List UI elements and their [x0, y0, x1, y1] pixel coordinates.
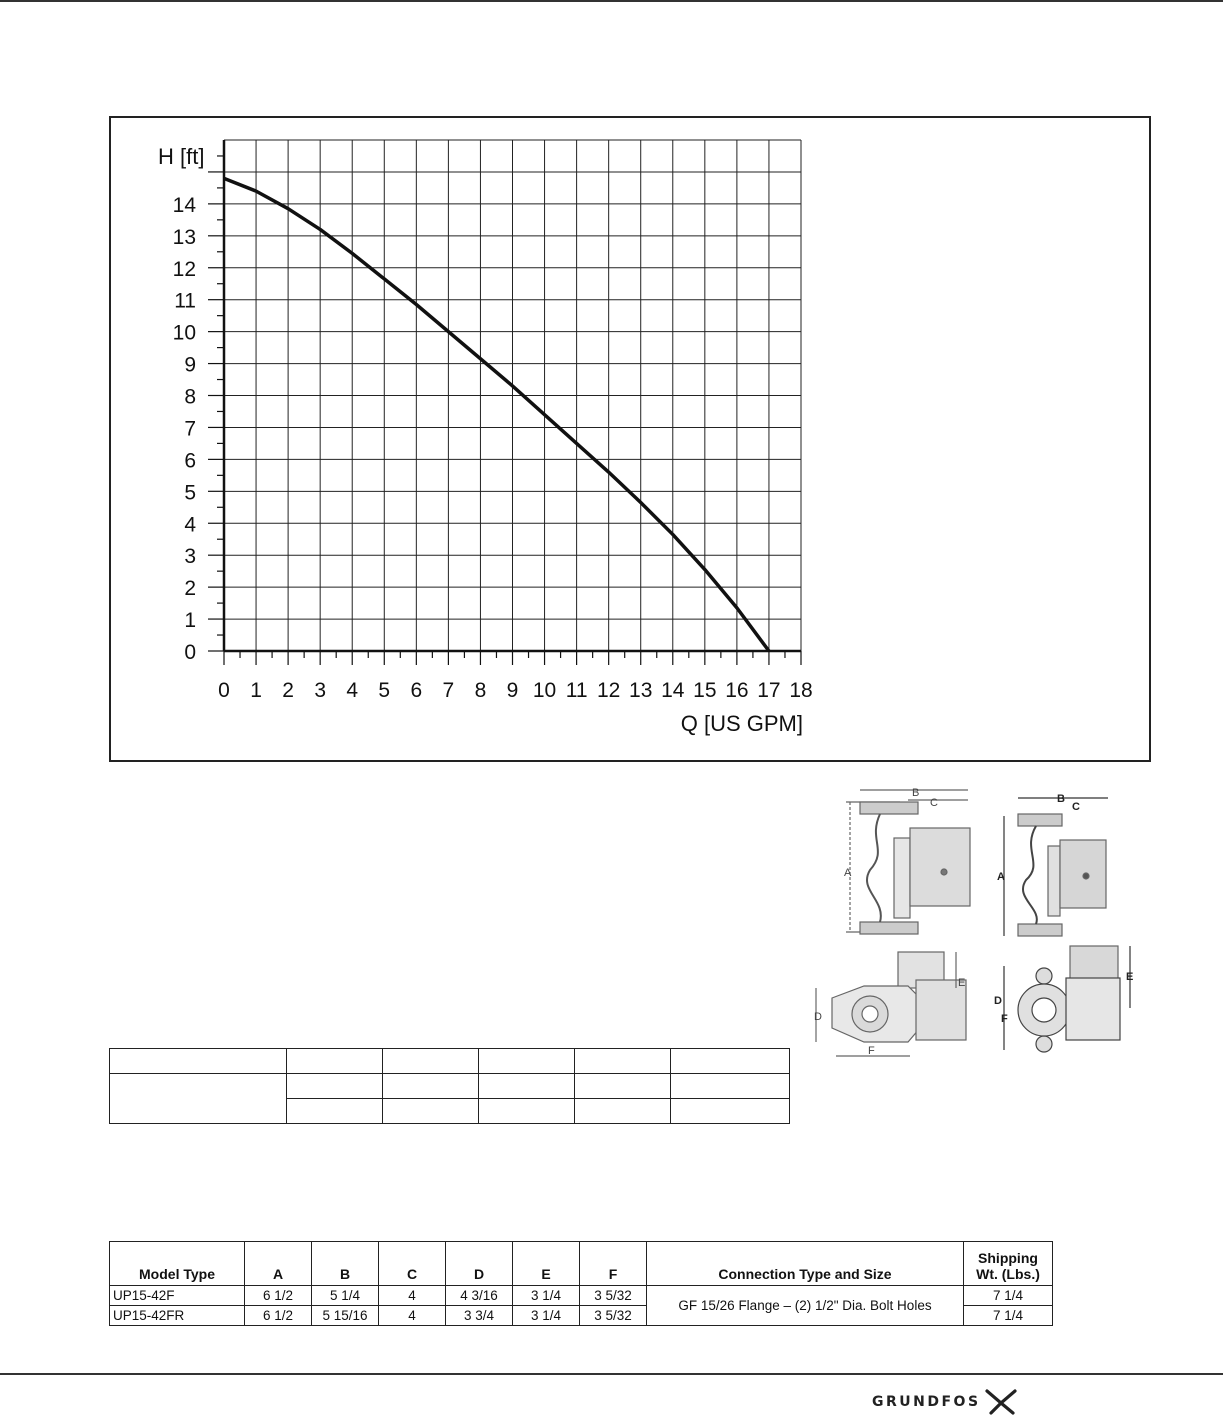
dim-label-f2: F — [1001, 1013, 1008, 1025]
x-tick-label: 4 — [346, 679, 359, 702]
y-tick-label: 10 — [172, 321, 196, 345]
header-shipping-weight: Shipping Wt. (Lbs.) — [964, 1242, 1053, 1286]
pump-curve-chart — [109, 116, 1151, 762]
y-tick-label: 3 — [184, 545, 196, 569]
y-tick-label: 4 — [184, 513, 196, 537]
cell-b: 5 1/4 — [312, 1286, 379, 1306]
y-tick-label: 1 — [184, 609, 196, 633]
header-b: B — [312, 1242, 379, 1286]
cell-f: 3 5/32 — [580, 1286, 647, 1306]
header-e: E — [513, 1242, 580, 1286]
cell-weight: 7 1/4 — [964, 1306, 1053, 1326]
table-header-row — [110, 1242, 1053, 1286]
dim-label-a2: A — [997, 871, 1005, 883]
cell-weight: 7 1/4 — [964, 1286, 1053, 1306]
x-tick-label: 10 — [532, 679, 557, 702]
cell-d: 3 3/4 — [446, 1306, 513, 1326]
y-tick-label: 9 — [184, 353, 196, 377]
pump-curve-line — [224, 178, 769, 651]
x-tick-label: 18 — [789, 679, 813, 702]
x-tick-label: 2 — [282, 679, 294, 702]
x-tick-label: 15 — [693, 679, 717, 702]
x-tick-label: 6 — [410, 679, 423, 702]
cell-e: 3 1/4 — [513, 1306, 580, 1326]
x-tick-label: 0 — [218, 679, 230, 702]
x-tick-label: 8 — [474, 679, 487, 702]
header-a: A — [245, 1242, 312, 1286]
dim-label-f1: F — [868, 1045, 875, 1057]
cell-model: UP15-42F — [110, 1286, 245, 1306]
y-tick-label: 12 — [172, 257, 196, 281]
dim-label-e1: E — [958, 977, 966, 989]
grundfos-logo — [872, 1388, 1019, 1416]
dim-label-d1: D — [814, 1011, 822, 1023]
cell-a: 6 1/2 — [245, 1286, 312, 1306]
front-view-compact — [1004, 798, 1108, 936]
dim-label-a1: A — [844, 867, 852, 879]
top-view-flanged — [816, 952, 966, 1056]
table-row — [110, 1286, 1053, 1306]
cell-c: 4 — [379, 1306, 446, 1326]
grundfos-mark-icon — [985, 1389, 1019, 1415]
y-axis-label: H [ft] — [158, 144, 205, 169]
header-c: C — [379, 1242, 446, 1286]
header-connection: Connection Type and Size — [647, 1242, 964, 1286]
cell-b: 5 15/16 — [312, 1306, 379, 1326]
dimension-drawings — [808, 780, 1148, 1060]
top-view-compact — [1004, 946, 1130, 1052]
chart-svg — [111, 118, 1151, 762]
dim-label-c1: C — [930, 797, 938, 809]
dim-label-d2: D — [994, 995, 1002, 1007]
header-d: D — [446, 1242, 513, 1286]
x-tick-label: 1 — [250, 679, 262, 702]
x-tick-label: 14 — [661, 679, 685, 702]
dim-label-c2: C — [1072, 801, 1080, 813]
cell-c: 4 — [379, 1286, 446, 1306]
y-tick-label: 13 — [172, 225, 196, 249]
x-tick-label: 9 — [506, 679, 519, 702]
x-tick-label: 7 — [442, 679, 455, 702]
cell-e: 3 1/4 — [513, 1286, 580, 1306]
y-tick-label: 2 — [184, 577, 196, 601]
x-tick-label: 11 — [565, 679, 588, 702]
x-tick-label: 17 — [757, 679, 781, 702]
y-tick-label: 5 — [184, 481, 196, 505]
header-model-type: Model Type — [110, 1242, 245, 1286]
x-tick-label: 13 — [629, 679, 653, 702]
dim-label-b2: B — [1057, 793, 1065, 805]
header-f: F — [580, 1242, 647, 1286]
top-rule — [0, 0, 1223, 2]
x-tick-label: 16 — [725, 679, 749, 702]
dim-label-e2: E — [1126, 971, 1134, 983]
cell-a: 6 1/2 — [245, 1306, 312, 1326]
dimensions-table — [109, 1241, 1053, 1326]
x-axis-label: Q [US GPM] — [680, 711, 803, 736]
cell-f: 3 5/32 — [580, 1306, 647, 1326]
x-tick-label: 5 — [378, 679, 391, 702]
brand-name: GRUNDFOS — [872, 1394, 981, 1410]
front-view-flanged — [846, 790, 970, 934]
dim-label-b1: B — [912, 787, 920, 799]
cell-model: UP15-42FR — [110, 1306, 245, 1326]
y-tick-label: 8 — [184, 385, 196, 409]
bottom-rule — [0, 1373, 1223, 1375]
cell-d: 4 3/16 — [446, 1286, 513, 1306]
cell-connection: GF 15/26 Flange – (2) 1/2" Dia. Bolt Holes — [647, 1286, 964, 1326]
y-tick-label: 0 — [184, 641, 196, 664]
x-tick-label: 3 — [314, 679, 327, 702]
y-tick-label: 7 — [184, 417, 196, 441]
x-tick-label: 12 — [596, 679, 621, 702]
y-tick-label: 11 — [174, 289, 196, 313]
y-tick-label: 6 — [184, 449, 196, 473]
y-tick-label: 14 — [172, 193, 196, 217]
blank-table — [109, 1048, 790, 1124]
